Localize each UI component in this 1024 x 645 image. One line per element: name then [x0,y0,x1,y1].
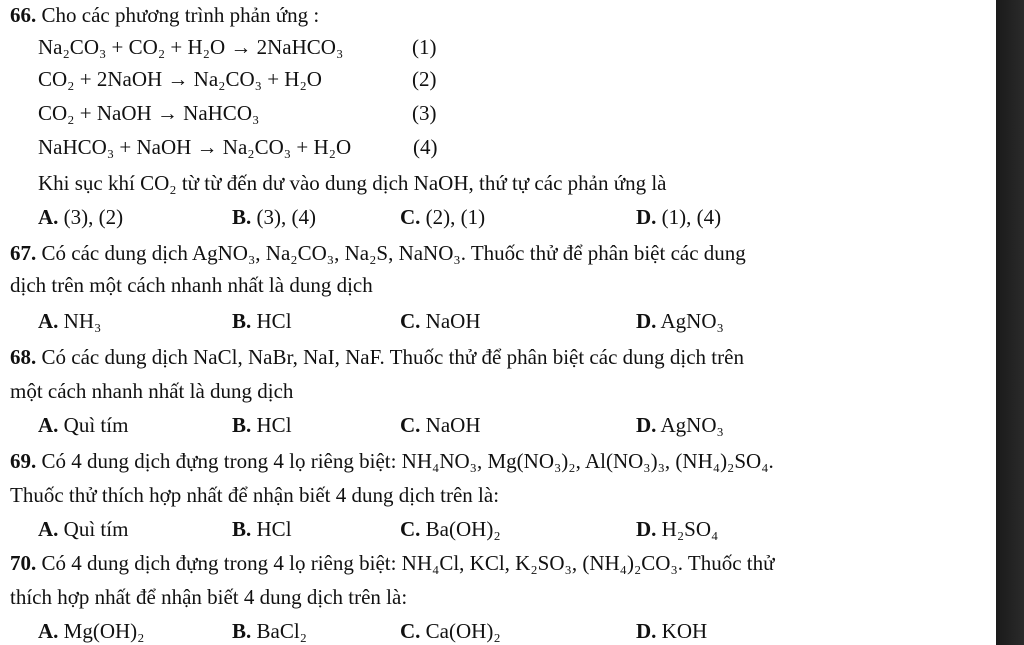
question-70-line2: thích hợp nhất để nhận biết 4 dung dịch trên là: [10,585,408,609]
q66-option-c[interactable]: C. (2), (1) [400,205,486,229]
q67-option-d[interactable]: D. AgNO₃ [636,309,724,333]
q70-option-d[interactable]: D. KOH [636,619,708,643]
equation-4: NaHCO₃ + NaOH → Na₂CO₃ + H₂O [38,135,352,159]
question-number: 68. [10,345,37,369]
q70-option-c[interactable]: C. Ca(OH)₂ [400,619,501,643]
equation-2-tag: (2) [412,67,437,91]
q67-option-a[interactable]: A. NH₃ [38,309,102,333]
page-edge-shadow [996,0,1024,645]
q66-option-b[interactable]: B. (3), (4) [232,205,316,229]
question-number: 70. [10,551,37,575]
question-67-line2: dịch trên một cách nhanh nhất là dung dịch [10,273,373,297]
question-number: 67. [10,241,37,265]
equation-1: Na₂CO₃ + CO₂ + H₂O → 2NaHCO₃ [38,35,344,59]
q68-option-d[interactable]: D. AgNO₃ [636,413,724,437]
question-66-header [10,2,319,28]
q66-option-d[interactable]: D. (1), (4) [636,205,722,229]
equation-1-tag: (1) [412,35,437,59]
equation-3: CO₂ + NaOH → NaHCO₃ [38,101,260,125]
q67-option-b[interactable]: B. HCl [232,309,292,333]
q68-option-b[interactable]: B. HCl [232,413,292,437]
q67-option-c[interactable]: C. NaOH [400,309,481,333]
question-68-line2: một cách nhanh nhất là dung dịch [10,379,294,403]
q70-option-b[interactable]: B. BaCl₂ [232,619,308,643]
question-stem: Cho các phương trình phản ứng : [41,3,320,27]
question-69-line2: Thuốc thử thích hợp nhất để nhận biết 4 dung dịch trên là: [10,483,500,507]
q69-option-d[interactable]: D. H₂SO₄ [636,517,719,541]
q70-option-a[interactable]: A. Mg(OH)₂ [38,619,145,643]
q68-option-c[interactable]: C. NaOH [400,413,481,437]
equation-4-tag: (4) [413,135,438,159]
q68-option-a[interactable]: A. Quì tím [38,413,129,437]
q66-option-a[interactable]: A. (3), (2) [38,205,124,229]
q69-option-a[interactable]: A. Quì tím [38,517,129,541]
question-69-line1: 69. Có 4 dung dịch đựng trong 4 lọ riêng biệt: NH₄NO₃, Mg(NO₃)₂, Al(NO₃)₃, (NH₄)₂SO₄. [10,449,774,473]
question-number: 66. [10,3,37,27]
question-70-line1: 70. Có 4 dung dịch đựng trong 4 lọ riêng biệt: NH₄Cl, KCl, K₂SO₃, (NH₄)₂CO₃. Thuốc thử [10,551,775,575]
question-68-line1: 68. Có các dung dịch NaCl, NaBr, NaI, NaF. Thuốc thử để phân biệt các dung dịch trên [10,345,744,369]
equation-2: CO₂ + 2NaOH → Na₂CO₃ + H₂O [38,67,322,91]
question-66-text: Khi sục khí CO₂ từ từ đến dư vào dung dịch NaOH, thứ tự các phản ứng là [38,171,667,195]
question-number: 69. [10,449,37,473]
question-67-line1: 67. Có các dung dịch AgNO₃, Na₂CO₃, Na₂S, NaNO₃. Thuốc thử để phân biệt các dung [10,241,746,265]
q69-option-b[interactable]: B. HCl [232,517,292,541]
q69-option-c[interactable]: C. Ba(OH)₂ [400,517,501,541]
equation-3-tag: (3) [412,101,437,125]
